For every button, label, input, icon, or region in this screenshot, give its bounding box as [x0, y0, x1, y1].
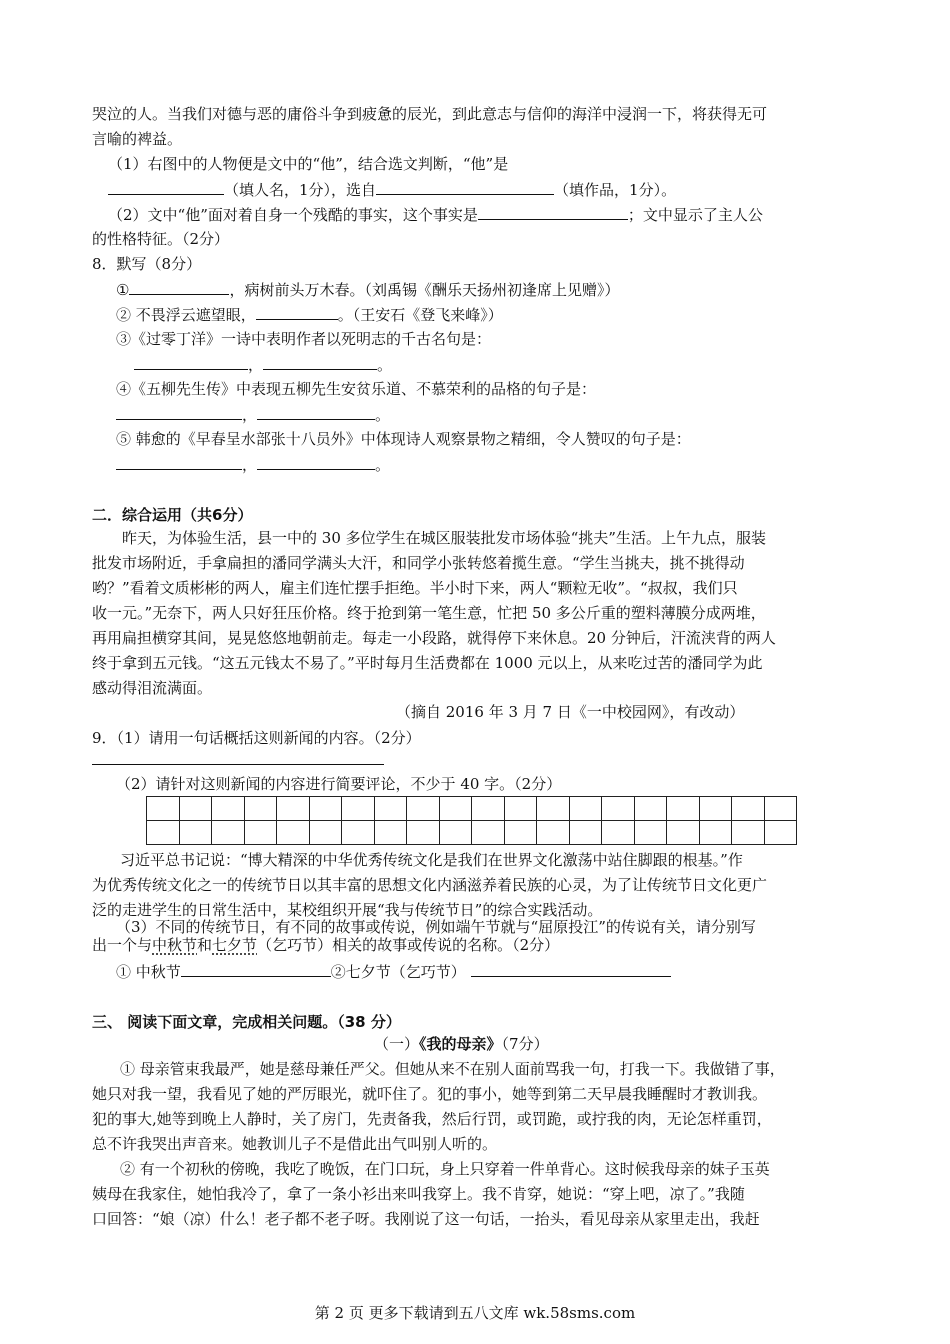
news-line: 昨天，为体验生活，县一中的 30 多位学生在城区服装批发市场体验“挑夫”生活。上午九点，服装 — [122, 529, 766, 547]
reading-subtitle: （一）《我的母亲》（7分） — [374, 1035, 549, 1053]
news-line: 批发市场附近，手拿扁担的潘同学满头大汗，和同学小张转悠着揽生意。“学生当挑夫，挑不挑得动 — [92, 554, 745, 572]
answer-blank[interactable] — [116, 404, 242, 420]
answer-blank[interactable] — [471, 961, 671, 977]
article-line: 她只对我一望，我看见了她的严厉眼光，就吓住了。犯的事小，她等到第二天早晨我睡醒时才教训我。 — [92, 1085, 768, 1103]
article-line: ② 有一个初秋的傍晚，我吃了晚饭，在门口玩，身上只穿着一件单背心。这时候我母亲的妹子玉英 — [120, 1160, 770, 1178]
article-line: 口回答：“娘（凉）什么！老子都不老子呀。我刚说了这一句话，一抬头，看见母亲从家里走出，我赶 — [92, 1210, 760, 1228]
q8-item2: ② 不畏浮云遮望眼， 。（王安石《登飞来峰》） — [116, 306, 503, 324]
answer-blank[interactable] — [181, 961, 331, 977]
news-line: 哟？”看着文质彬彬的两人，雇主们连忙摆手拒绝。半小时下来，两人“颗粒无收”。“叔叔，我们只 — [92, 579, 738, 597]
page-footer: 第 2 页 更多下载请到五八文库 wk.58sms.com — [314, 1304, 636, 1322]
q3-answers: ① 中秋节 ②七夕节（乞巧节） — [116, 961, 671, 982]
news-source: （摘自 2016 年 3 月 7 日《一中校园网》，有改动） — [396, 703, 745, 721]
q7-part1: （1）右图中的人物便是文中的“他”，结合选文判断，“他”是 — [108, 155, 509, 173]
news-line: 收一元。”无奈下，两人只好狂压价格。终于抢到第一笔生意，忙把 50 多公斤重的塑料薄膜分成两堆， — [92, 604, 766, 622]
answer-blank[interactable] — [478, 204, 628, 220]
q9-part2: （2）请针对这则新闻的内容进行简要评论，不少于 40 字。（2分） — [116, 775, 562, 793]
answer-blank[interactable] — [257, 404, 375, 420]
news-line: 终于拿到五元钱。“这五元钱太不易了。”平时每月生活费都在 1000 元以上，从来吃过苦的潘同学为此 — [92, 654, 763, 672]
answer-blank[interactable] — [134, 354, 248, 370]
section3-heading: 三、 阅读下面文章，完成相关问题。（38 分） — [92, 1013, 401, 1031]
q8-title: 8．默写（8分） — [92, 255, 202, 273]
q8-item4: ④《五柳先生传》中表现五柳先生安贫乐道、不慕荣利的品格的句子是： — [116, 380, 597, 398]
q8-item3-blanks: ， 。 — [134, 354, 392, 375]
q9-part1: 9．（1）请用一句话概括这则新闻的内容。（2分） — [92, 729, 421, 747]
q3-line1: （3）不同的传统节日，有不同的故事或传说，例如端午节就与“屈原投江”的传说有关，请分别写 — [116, 918, 756, 936]
answer-blank[interactable] — [116, 454, 242, 470]
answer-blank[interactable] — [257, 454, 375, 470]
q8-item5: ⑤ 韩愈的《早春呈水部张十八员外》中体现诗人观察景物之精细，令人赞叹的句子是： — [116, 430, 691, 448]
writing-grid[interactable] — [146, 796, 797, 845]
answer-blank[interactable] — [108, 179, 224, 195]
q8-item5-blanks: ， 。 — [116, 454, 390, 475]
activity-line: 泛的走进学生的日常生活中，某校组织开展“我与传统节日”的综合实践活动。 — [92, 901, 603, 919]
news-line: 感动得泪流满面。 — [92, 679, 213, 697]
passage-line: 言喻的裨益。 — [92, 130, 183, 148]
q7-part2-cont: 的性格特征。（2分） — [92, 230, 230, 248]
activity-line: 习近平总书记说：“博大精深的中华优秀传统文化是我们在世界文化激荡中站住脚跟的根基。”作 — [120, 851, 743, 869]
answer-blank[interactable] — [129, 279, 229, 295]
article-line: ① 母亲管束我最严，她是慈母兼任严父。但她从来不在别人面前骂我一句，打我一下。我做错了事， — [120, 1060, 785, 1078]
answer-blank[interactable] — [376, 179, 554, 195]
article-line: 姨母在我家住，她怕我冷了，拿了一条小衫出来叫我穿上。我不肯穿，她说：“穿上吧，凉了。”我随 — [92, 1185, 745, 1203]
passage-line: 哭泣的人。当我们对德与恶的庸俗斗争到疲惫的辰光，到此意志与信仰的海洋中浸润一下，将获得无可 — [92, 105, 768, 123]
q7-part1-answer-line: （填人名，1分），选自 （填作品，1分）。 — [108, 179, 676, 200]
answer-blank[interactable] — [92, 764, 384, 765]
q8-item1: ① ，病树前头万木春。（刘禹锡《酬乐天扬州初逢席上见赠》） — [116, 281, 620, 299]
news-line: 再用扁担横穿其间，晃晃悠悠地朝前走。每走一小段路，就得停下来休息。20 分钟后，汗流浃背的两人 — [92, 629, 776, 647]
article-line: 总不许我哭出声音来。她教训儿子不是借此出气叫别人听的。 — [92, 1135, 498, 1153]
article-line: 犯的事大,她等到晚上人静时，关了房门，先责备我，然后行罚，或罚跪，或拧我的肉，无论怎样重罚， — [92, 1110, 772, 1128]
section2-heading: 二．综合运用（共6分） — [92, 506, 253, 524]
q3-line2: 出一个与中秋节和七夕节（乞巧节）相关的故事或传说的名称。（2分） — [92, 936, 560, 954]
answer-blank[interactable] — [263, 354, 377, 370]
q8-item4-blanks: ， 。 — [116, 404, 390, 425]
activity-line: 为优秀传统文化之一的传统节日以其丰富的思想文化内涵滋养着民族的心灵，为了让传统节日文化更广 — [92, 876, 768, 894]
q7-part2: （2）文中“他”面对着自身一个残酷的事实，这个事实是 ；文中显示了主人公 — [108, 206, 763, 224]
answer-blank[interactable] — [256, 304, 338, 320]
q8-item3: ③《过零丁洋》一诗中表明作者以死明志的千古名句是： — [116, 330, 492, 348]
